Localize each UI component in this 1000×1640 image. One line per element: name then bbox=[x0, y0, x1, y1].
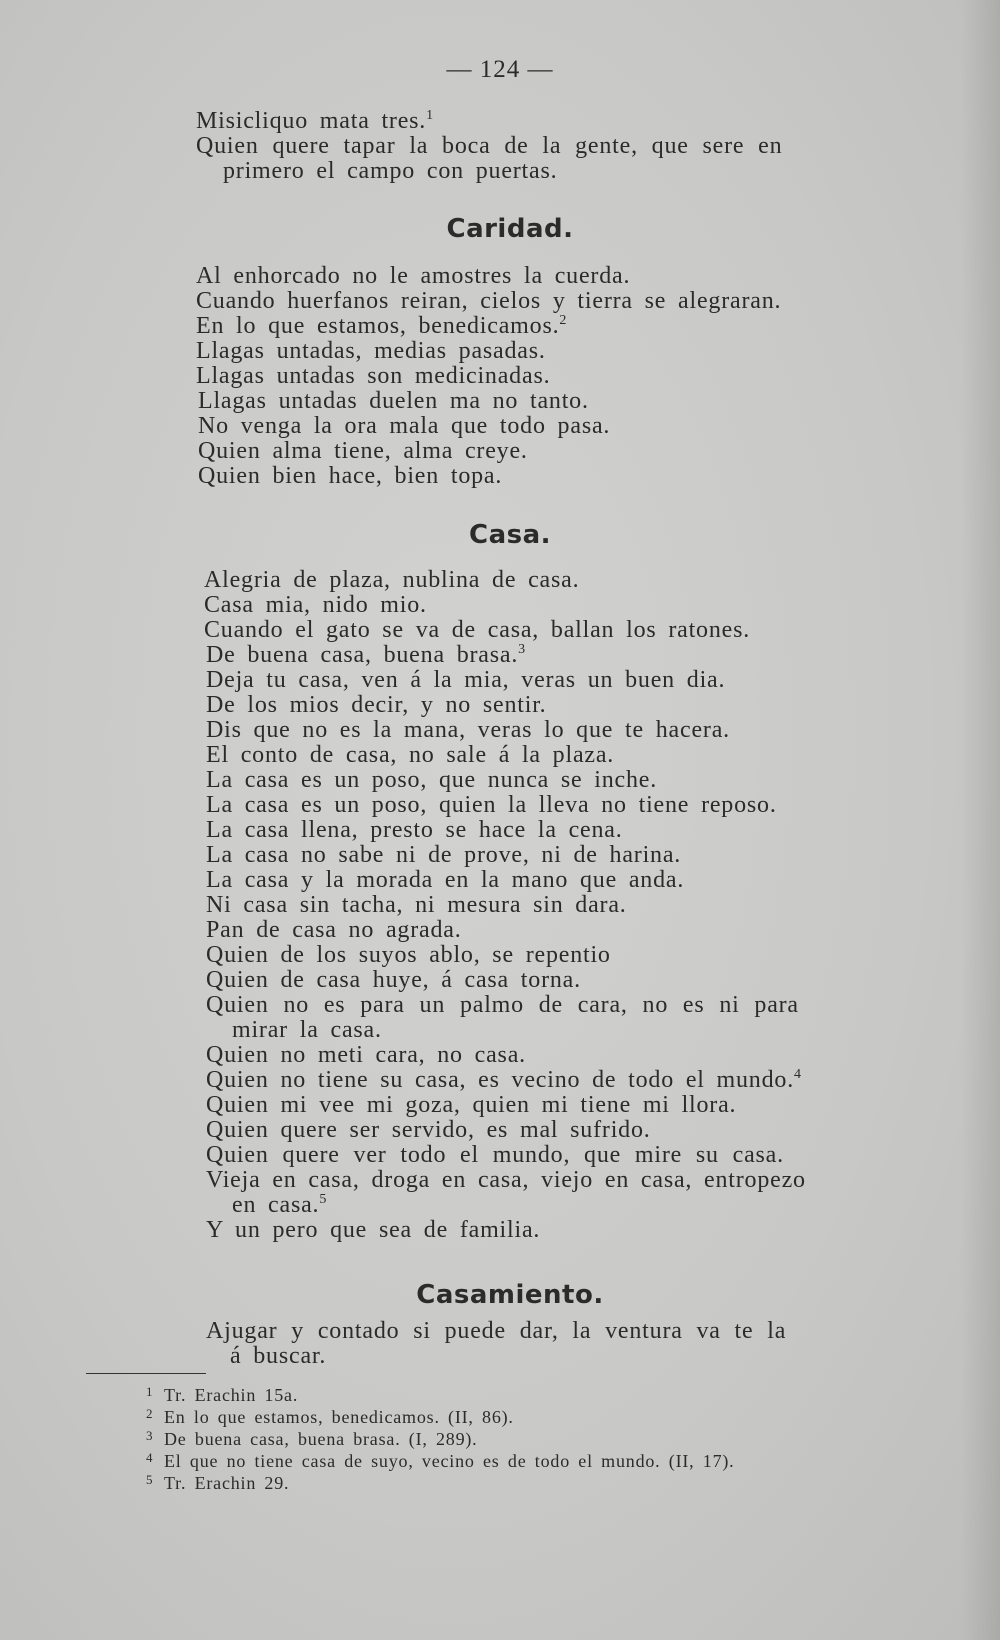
proverb-line bbox=[196, 108, 434, 134]
footnote-ref: 1 bbox=[426, 108, 434, 123]
proverb-line: Vieja en casa, droga en casa, viejo en casa, entropezo bbox=[206, 1167, 806, 1193]
proverb-line: Alegria de plaza, nublina de casa. bbox=[204, 567, 580, 593]
proverb-line: Cuando el gato se va de casa, ballan los ratones. bbox=[204, 617, 751, 643]
proverb-line: Ajugar y contado si puede dar, la ventura va te la bbox=[206, 1318, 787, 1344]
footnote-number: 5 bbox=[146, 1472, 154, 1487]
proverb-line: La casa es un poso, quien la lleva no tiene reposo. bbox=[206, 792, 777, 818]
proverb-line: Quien quere tapar la boca de la gente, que sere en bbox=[196, 133, 783, 159]
section-heading-casamiento: Casamiento. bbox=[416, 1280, 604, 1310]
page-number: — 124 — bbox=[446, 56, 554, 83]
footnote-text: En lo que estamos, benedicamos. (II, 86). bbox=[164, 1407, 514, 1427]
section-heading-caridad: Caridad. bbox=[446, 214, 574, 244]
proverb-line bbox=[206, 642, 526, 668]
footnote-number: 4 bbox=[146, 1450, 154, 1465]
proverb-line: Quien de los suyos ablo, se repentio bbox=[206, 942, 611, 968]
proverb-line: Llagas untadas duelen ma no tanto. bbox=[198, 388, 589, 414]
footnote-text: El que no tiene casa de suyo, vecino es de todo el mundo. (II, 17). bbox=[164, 1451, 735, 1471]
proverb-line bbox=[206, 1067, 802, 1093]
section-heading-casa: Casa. bbox=[468, 520, 552, 550]
footnote bbox=[146, 1450, 734, 1472]
proverb-line: Llagas untadas son medicinadas. bbox=[196, 363, 551, 389]
proverb-line: Pan de casa no agrada. bbox=[206, 917, 462, 943]
proverb-line-continued bbox=[232, 1192, 327, 1218]
proverb-text: Misicliquo mata tres. bbox=[196, 108, 427, 134]
proverb-line: Dis que no es la mana, veras lo que te hacera. bbox=[206, 717, 730, 743]
proverb-line: Y un pero que sea de familia. bbox=[206, 1217, 541, 1243]
proverb-line: Casa mia, nido mio. bbox=[204, 592, 427, 618]
proverb-line: Ni casa sin tacha, ni mesura sin dara. bbox=[206, 892, 627, 918]
proverb-line: Quien alma tiene, alma creye. bbox=[198, 438, 528, 464]
proverb-text: En lo que estamos, benedicamos. bbox=[196, 313, 560, 339]
proverb-line: Quien de casa huye, á casa torna. bbox=[206, 967, 581, 993]
proverb-line: Quien no meti cara, no casa. bbox=[206, 1042, 526, 1068]
proverb-line: La casa llena, presto se hace la cena. bbox=[206, 817, 623, 843]
footnote-ref: 5 bbox=[319, 1192, 328, 1207]
proverb-line: Quien mi vee mi goza, quien mi tiene mi llora. bbox=[206, 1092, 737, 1118]
proverb-text: Quien no tiene su casa, es vecino de todo el mundo. bbox=[206, 1067, 795, 1093]
proverb-line: El conto de casa, no sale á la plaza. bbox=[206, 742, 615, 768]
footnote bbox=[146, 1472, 289, 1494]
footnote-text: De buena casa, buena brasa. (I, 289). bbox=[164, 1429, 478, 1449]
footnote-text: Tr. Erachin 29. bbox=[164, 1473, 290, 1493]
proverb-line: Quien quere ver todo el mundo, que mire su casa. bbox=[206, 1142, 784, 1168]
footnote-number: 1 bbox=[146, 1384, 154, 1399]
proverb-line: Quien quere ser servido, es mal sufrido. bbox=[206, 1117, 651, 1143]
footnote-ref: 2 bbox=[559, 313, 568, 328]
footnote-number: 3 bbox=[146, 1428, 154, 1443]
proverb-line: La casa es un poso, que nunca se inche. bbox=[206, 767, 658, 793]
proverb-line bbox=[196, 313, 567, 339]
footnote bbox=[146, 1384, 298, 1406]
proverb-line-continued: mirar la casa. bbox=[232, 1017, 382, 1043]
proverb-line: Deja tu casa, ven á la mia, veras un buen dia. bbox=[206, 667, 726, 693]
proverb-line: La casa no sabe ni de prove, ni de harina. bbox=[206, 842, 682, 868]
proverb-line: Cuando huerfanos reiran, cielos y tierra se alegraran. bbox=[196, 288, 782, 314]
footnote-text: Tr. Erachin 15a. bbox=[164, 1385, 299, 1405]
proverb-line: Quien no es para un palmo de cara, no es ni para bbox=[206, 992, 799, 1018]
footnote-ref: 4 bbox=[794, 1067, 802, 1082]
proverb-line-continued: primero el campo con puertas. bbox=[223, 158, 558, 184]
footnote-ref: 3 bbox=[518, 642, 526, 657]
proverb-line: Quien bien hace, bien topa. bbox=[198, 463, 503, 489]
proverb-text: en casa. bbox=[232, 1192, 320, 1218]
proverb-line: De los mios decir, y no sentir. bbox=[206, 692, 547, 718]
footnote bbox=[146, 1428, 477, 1450]
proverb-line: Llagas untadas, medias pasadas. bbox=[196, 338, 546, 364]
proverb-text: De buena casa, buena brasa. bbox=[206, 642, 519, 668]
footnote-number: 2 bbox=[146, 1406, 154, 1421]
footnote bbox=[146, 1406, 514, 1428]
proverb-line: La casa y la morada en la mano que anda. bbox=[206, 867, 685, 893]
footnote-rule bbox=[86, 1373, 206, 1374]
proverb-line: No venga la ora mala que todo pasa. bbox=[198, 413, 611, 439]
proverb-line: Al enhorcado no le amostres la cuerda. bbox=[196, 263, 631, 289]
proverb-line-continued: á buscar. bbox=[230, 1343, 327, 1369]
